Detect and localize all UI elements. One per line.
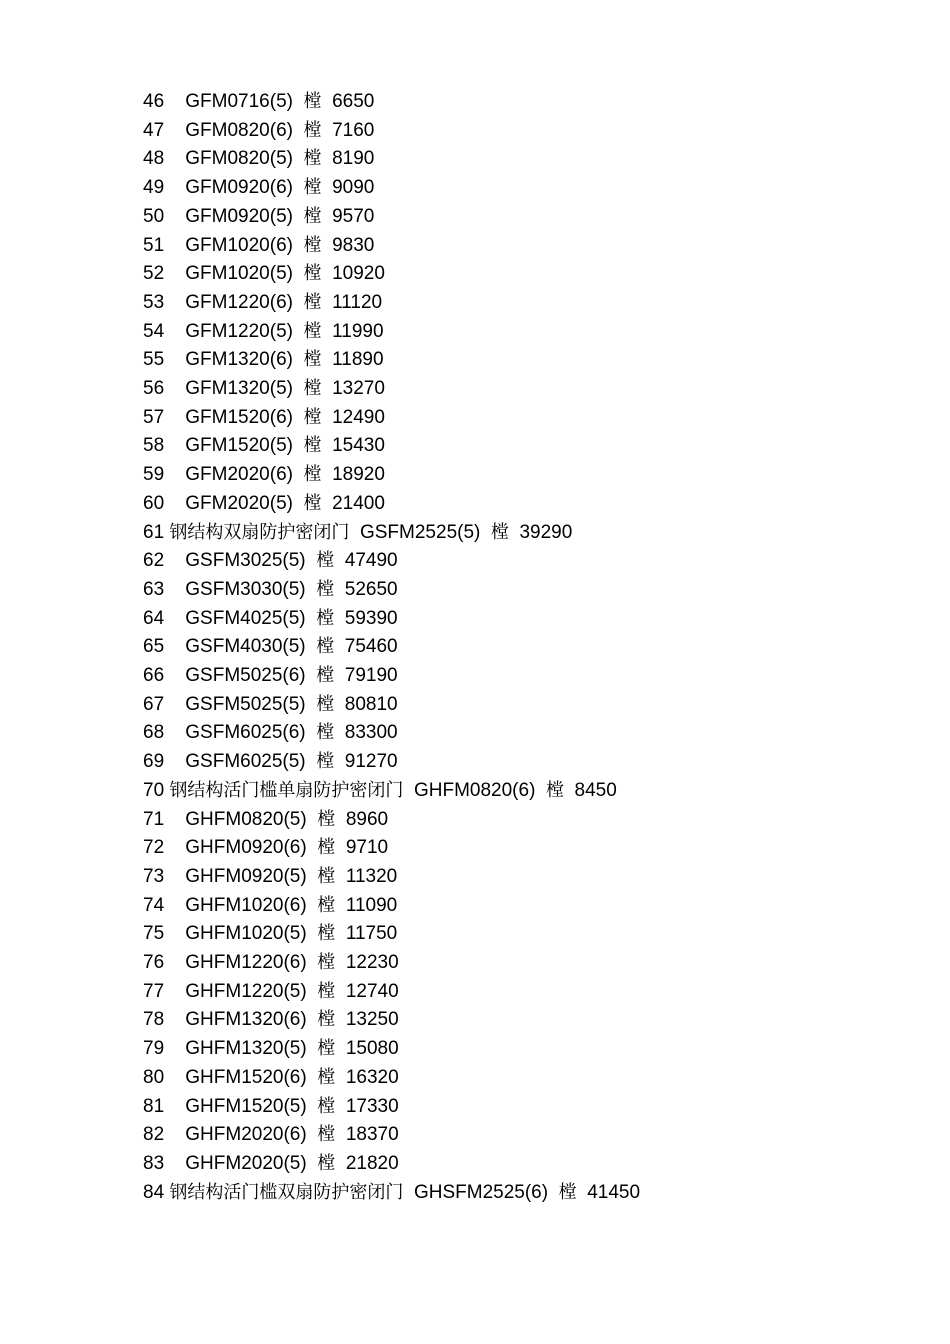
item-price: 9090 [332, 177, 375, 199]
list-item [143, 1066, 399, 1090]
item-unit: 樘 [303, 320, 322, 342]
item-code: GHFM0820(5) [185, 808, 307, 830]
list-item [143, 291, 382, 315]
list-item [143, 1181, 640, 1205]
item-price: 11320 [345, 865, 398, 887]
item-unit: 樘 [317, 952, 336, 973]
item-price: 79190 [344, 665, 398, 686]
item-price: 15080 [345, 1038, 399, 1060]
item-number: 54 [143, 320, 165, 342]
item-price: 11120 [332, 291, 383, 313]
item-unit: 樘 [317, 1124, 336, 1146]
item-price: 8960 [345, 808, 389, 830]
item-price: 18920 [332, 464, 385, 486]
item-code: GFM2020(5) [185, 492, 293, 514]
item-number: 50 [143, 205, 165, 227]
list-item [143, 492, 385, 516]
item-price: 21400 [332, 492, 385, 514]
list-item [143, 922, 397, 946]
item-number: 47 [143, 119, 165, 141]
item-number: 73 [143, 865, 165, 887]
item-price: 11990 [332, 320, 384, 342]
list-item [143, 90, 374, 114]
item-code: GHFM1520(6) [185, 1066, 307, 1088]
item-number: 56 [143, 378, 165, 399]
item-unit: 樘 [317, 1038, 336, 1060]
list-item [143, 607, 398, 631]
list-item [143, 434, 385, 458]
item-number: 49 [143, 177, 165, 199]
item-price: 59390 [344, 607, 398, 629]
item-number: 69 [143, 751, 165, 773]
item-category: 钢结构活门槛单扇防护密闭门 [169, 779, 404, 801]
item-code: GHFM1220(5) [185, 980, 307, 1002]
item-code: GHFM0820(6) [413, 779, 536, 801]
item-unit: 樘 [303, 492, 322, 514]
item-code: GFM0820(6) [185, 119, 293, 141]
item-unit: 樘 [303, 234, 322, 256]
item-unit: 樘 [303, 349, 322, 371]
item-unit: 樘 [317, 1095, 336, 1117]
item-unit: 樘 [303, 148, 322, 170]
item-price: 75460 [344, 636, 398, 658]
item-number: 59 [143, 464, 165, 486]
list-item [143, 377, 385, 401]
item-number: 53 [143, 291, 165, 313]
item-number: 82 [143, 1124, 165, 1146]
item-price: 41450 [587, 1181, 641, 1203]
item-unit: 樘 [317, 837, 336, 859]
item-unit: 樘 [316, 693, 335, 715]
item-code: GFM1220(5) [185, 320, 293, 342]
item-number: 51 [143, 234, 165, 256]
item-number: 75 [143, 923, 165, 945]
item-price: 12490 [332, 406, 385, 428]
item-unit: 樘 [316, 550, 335, 572]
item-number: 52 [143, 263, 165, 285]
list-item [143, 205, 374, 229]
item-code: GHFM1020(5) [185, 923, 307, 945]
item-code: GFM0920(5) [185, 205, 293, 227]
item-number: 77 [143, 980, 165, 1002]
list-item [143, 521, 572, 545]
item-code: GFM0920(6) [185, 177, 293, 199]
item-code: GFM1320(6) [185, 349, 293, 371]
item-price: 12230 [345, 952, 399, 973]
item-number: 61 [143, 521, 165, 543]
list-item [143, 119, 374, 143]
item-number: 58 [143, 435, 165, 457]
list-item [143, 406, 385, 430]
item-code: GFM0716(5) [185, 91, 293, 112]
item-price: 7160 [332, 119, 375, 141]
item-unit: 樘 [317, 865, 336, 887]
list-item [143, 147, 374, 171]
item-price: 18370 [345, 1124, 399, 1146]
item-price: 21820 [345, 1152, 399, 1174]
item-price: 80810 [344, 693, 398, 715]
item-code: GHFM1520(5) [185, 1095, 307, 1117]
item-code: GFM1020(5) [185, 263, 293, 285]
item-number: 62 [143, 550, 165, 572]
list-item [143, 951, 399, 975]
item-price: 9710 [345, 837, 389, 859]
list-item [143, 1123, 399, 1147]
item-unit: 樘 [545, 779, 564, 801]
item-number: 83 [143, 1152, 165, 1174]
item-price: 11750 [345, 923, 398, 945]
item-number: 55 [143, 349, 165, 371]
item-unit: 樘 [303, 464, 322, 486]
list-item [143, 549, 398, 573]
list-item [143, 980, 399, 1004]
item-price: 17330 [345, 1095, 399, 1117]
item-code: GHSFM2525(6) [413, 1181, 549, 1203]
item-unit: 樘 [317, 923, 336, 945]
list-item [143, 721, 398, 745]
item-price: 13250 [345, 1009, 399, 1031]
list-item [143, 836, 388, 860]
item-number: 70 [143, 779, 165, 801]
item-number: 72 [143, 837, 165, 859]
item-number: 81 [143, 1095, 165, 1117]
item-price: 83300 [344, 722, 398, 744]
item-code: GHFM1220(6) [185, 952, 307, 973]
item-price: 13270 [332, 378, 385, 399]
list-item [143, 320, 384, 344]
item-price: 15430 [332, 435, 385, 457]
item-code: GFM1520(5) [185, 435, 293, 457]
item-unit: 樘 [490, 521, 509, 543]
list-item [143, 693, 398, 717]
item-code: GSFM5025(5) [185, 693, 306, 715]
item-category: 钢结构双扇防护密闭门 [169, 521, 350, 543]
list-item [143, 1152, 399, 1176]
item-price: 9830 [332, 234, 375, 256]
item-unit: 樘 [316, 578, 335, 600]
list-item [143, 234, 374, 258]
item-unit: 樘 [316, 636, 335, 658]
item-number: 67 [143, 693, 165, 715]
item-code: GHFM0920(5) [185, 865, 307, 887]
item-code: GSFM6025(6) [185, 722, 306, 744]
item-unit: 樘 [303, 177, 322, 199]
item-unit: 樘 [303, 406, 322, 428]
list-item [143, 1037, 399, 1061]
item-number: 79 [143, 1038, 165, 1060]
item-price: 52650 [344, 578, 398, 600]
item-unit: 樘 [317, 1066, 336, 1088]
item-unit: 樘 [317, 1009, 336, 1031]
item-code: GFM2020(6) [185, 464, 293, 486]
list-item [143, 664, 398, 688]
item-code: GSFM3025(5) [185, 550, 306, 572]
item-code: GFM1320(5) [185, 378, 293, 399]
list-item [143, 808, 388, 832]
item-price: 6650 [332, 91, 375, 112]
item-number: 46 [143, 91, 165, 112]
item-unit: 樘 [303, 263, 322, 285]
item-unit: 樘 [316, 751, 335, 773]
item-price: 91270 [344, 751, 398, 773]
item-number: 84 [143, 1181, 165, 1203]
item-number: 64 [143, 607, 165, 629]
item-code: GHFM2020(6) [185, 1124, 307, 1146]
item-code: GSFM4030(5) [185, 636, 306, 658]
item-number: 63 [143, 578, 165, 600]
item-price: 16320 [345, 1066, 399, 1088]
item-unit: 樘 [316, 607, 335, 629]
item-code: GHFM0920(6) [185, 837, 307, 859]
item-code: GHFM1320(5) [185, 1038, 307, 1060]
list-item [143, 750, 398, 774]
item-unit: 樘 [317, 980, 336, 1002]
item-code: GHFM1320(6) [185, 1009, 307, 1031]
item-number: 65 [143, 636, 165, 658]
item-number: 57 [143, 406, 165, 428]
item-price: 8450 [574, 779, 617, 801]
list-item [143, 348, 384, 372]
item-code: GHFM2020(5) [185, 1152, 307, 1174]
item-code: GSFM2525(5) [359, 521, 481, 543]
item-price: 47490 [344, 550, 398, 572]
item-price: 11090 [345, 894, 398, 916]
item-price: 11890 [332, 349, 384, 371]
item-price: 9570 [332, 205, 375, 227]
item-price: 8190 [332, 148, 375, 170]
list-item [143, 176, 374, 200]
item-number: 68 [143, 722, 165, 744]
item-unit: 樘 [303, 291, 322, 313]
item-number: 48 [143, 148, 165, 170]
list-item [143, 1095, 399, 1119]
item-number: 80 [143, 1066, 165, 1088]
item-code: GHFM1020(6) [185, 894, 307, 916]
list-item [143, 1008, 399, 1032]
item-code: GSFM6025(5) [185, 751, 306, 773]
item-category: 钢结构活门槛双扇防护密闭门 [169, 1181, 404, 1203]
item-price: 12740 [345, 980, 399, 1002]
item-unit: 樘 [316, 665, 335, 686]
list-item [143, 779, 617, 803]
item-unit: 樘 [316, 722, 335, 744]
item-unit: 樘 [303, 119, 322, 141]
item-unit: 樘 [303, 91, 322, 112]
item-code: GFM1220(6) [185, 291, 293, 313]
item-code: GFM1020(6) [185, 234, 293, 256]
item-code: GSFM5025(6) [185, 665, 306, 686]
list-item [143, 865, 397, 889]
item-number: 76 [143, 952, 165, 973]
item-code: GFM1520(6) [185, 406, 293, 428]
item-number: 66 [143, 665, 165, 686]
item-unit: 樘 [317, 808, 336, 830]
list-item [143, 894, 397, 918]
item-unit: 樘 [317, 894, 336, 916]
item-unit: 樘 [317, 1152, 336, 1174]
item-code: GSFM3030(5) [185, 578, 306, 600]
item-code: GSFM4025(5) [185, 607, 306, 629]
item-number: 71 [143, 808, 165, 830]
list-item [143, 635, 398, 659]
item-code: GFM0820(5) [185, 148, 293, 170]
item-price: 39290 [519, 521, 573, 543]
list-item [143, 578, 398, 602]
item-unit: 樘 [303, 435, 322, 457]
item-number: 60 [143, 492, 165, 514]
item-unit: 樘 [303, 378, 322, 399]
list-item [143, 262, 385, 286]
item-unit: 樘 [303, 205, 322, 227]
item-number: 78 [143, 1009, 165, 1031]
item-unit: 樘 [558, 1181, 577, 1203]
list-item [143, 463, 385, 487]
item-price: 10920 [332, 263, 385, 285]
item-number: 74 [143, 894, 165, 916]
